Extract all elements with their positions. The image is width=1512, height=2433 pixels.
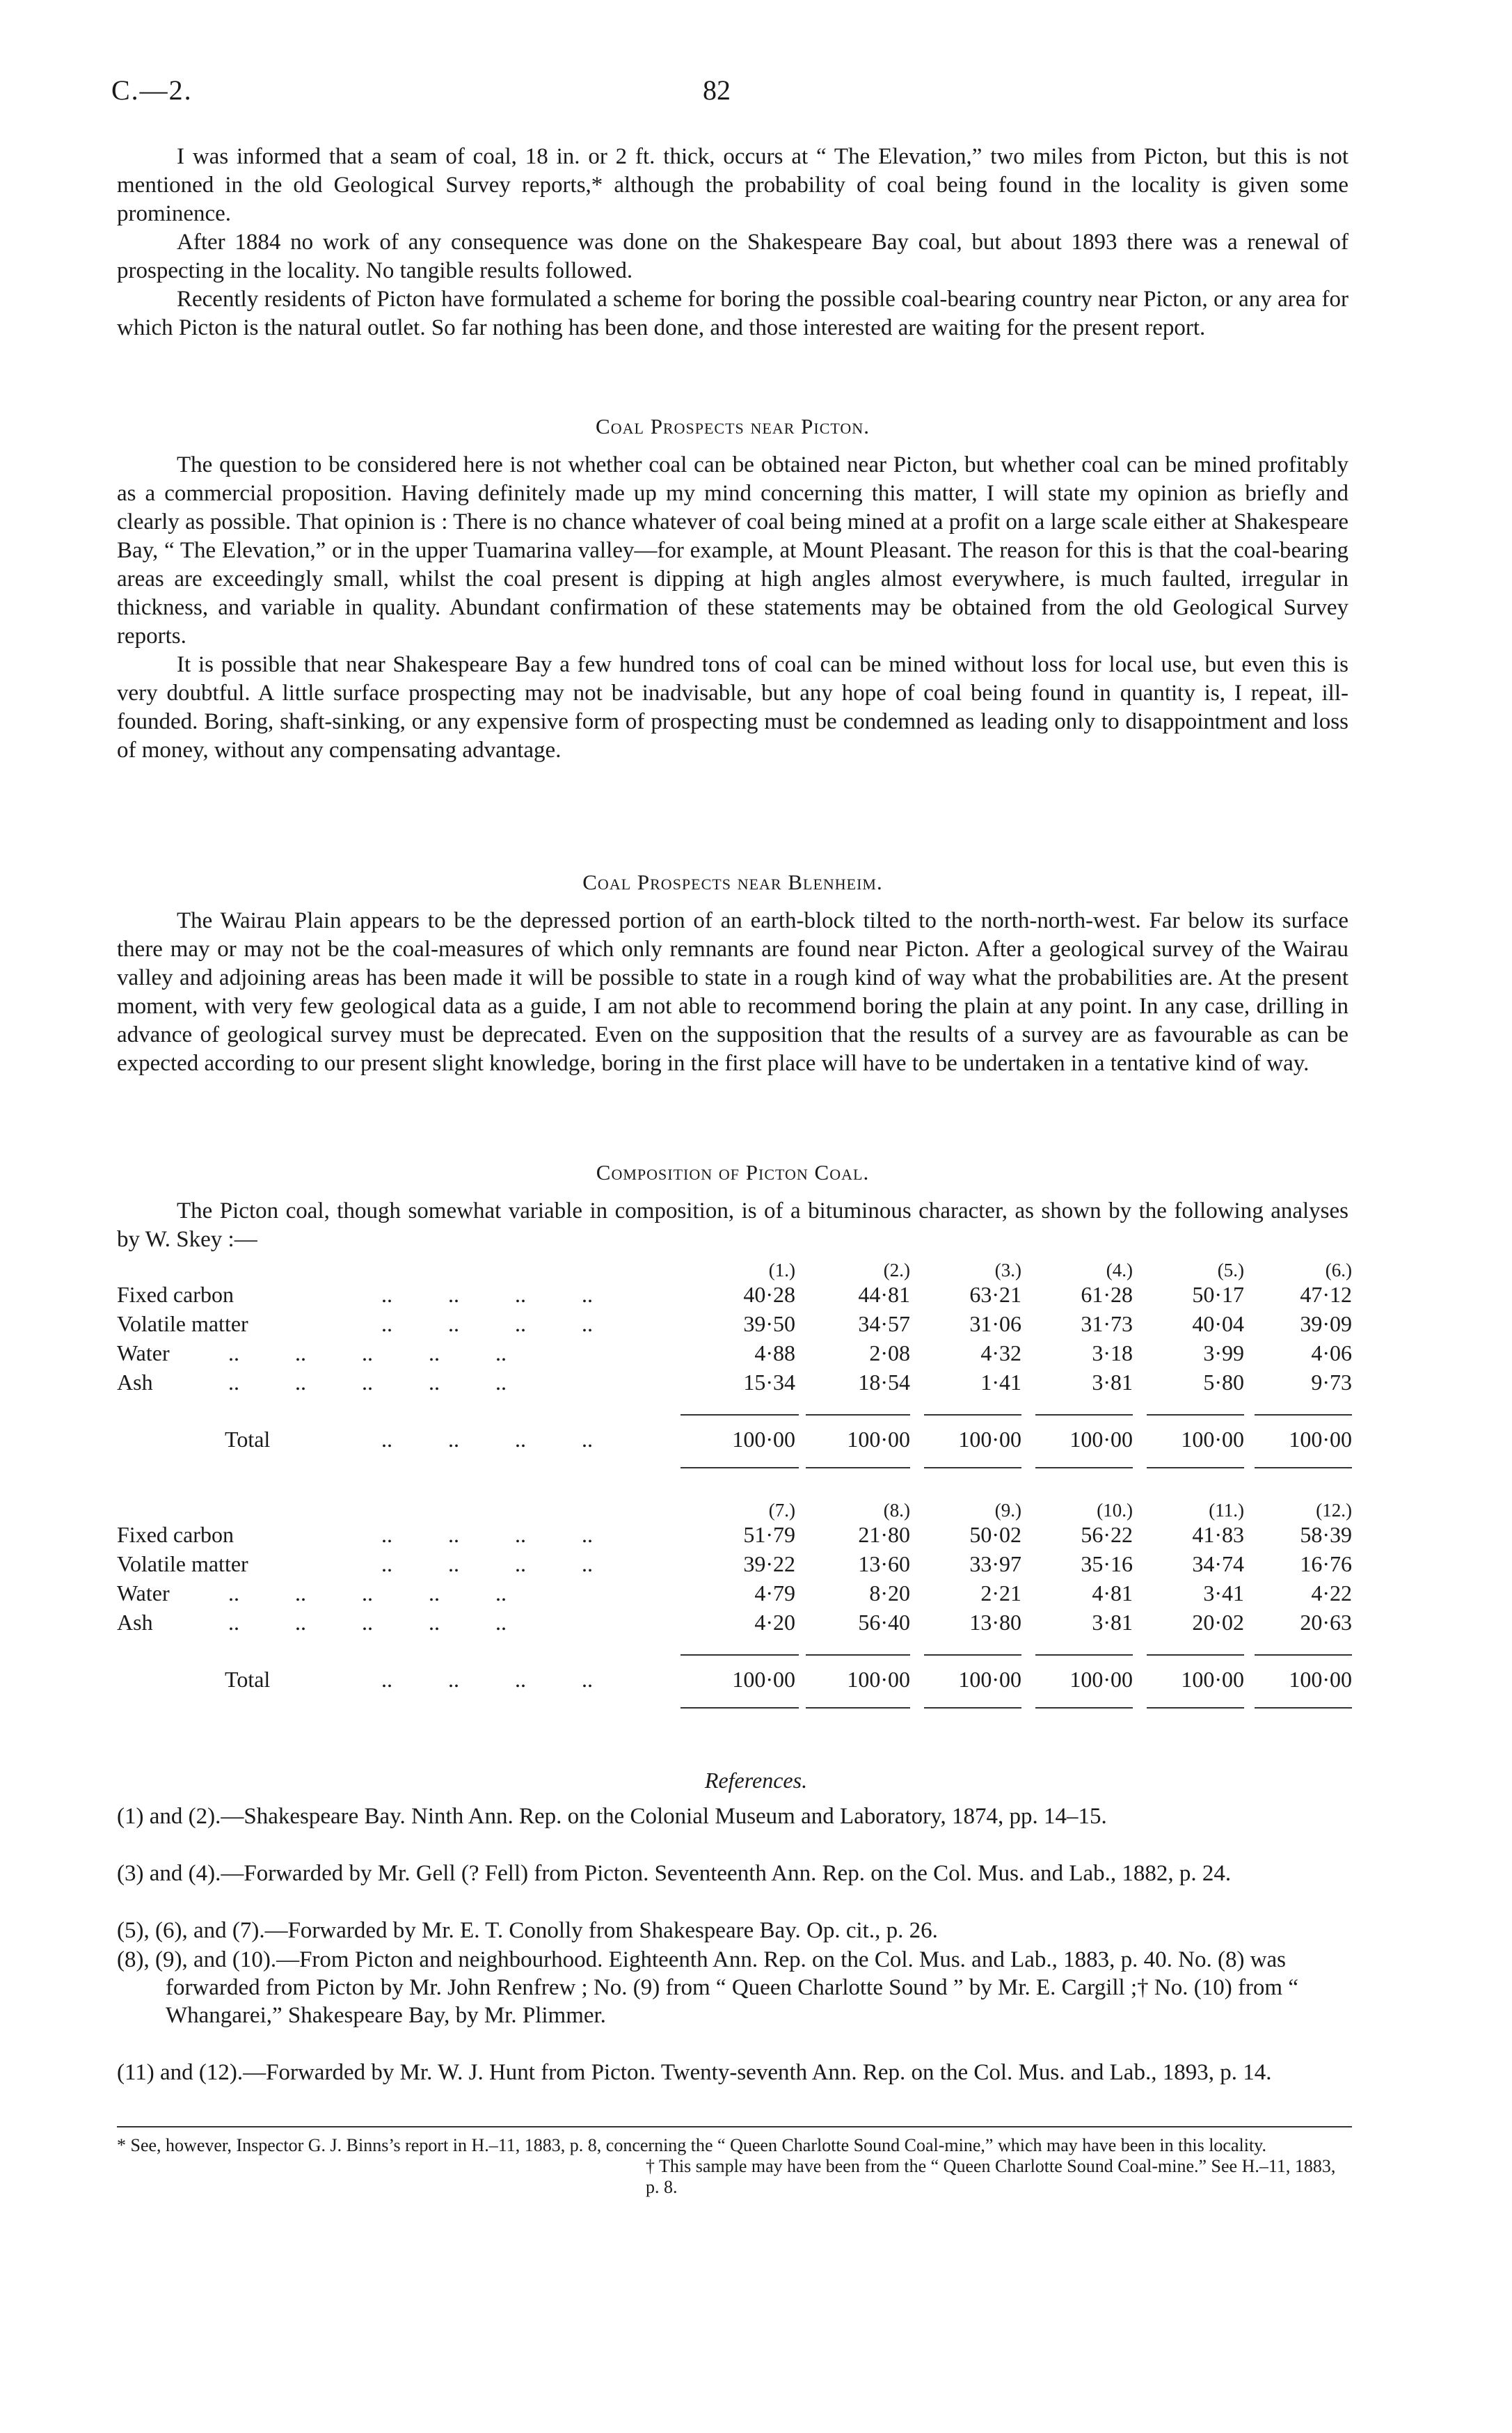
row-label: Water xyxy=(117,1580,170,1606)
references-title: References. xyxy=(704,1768,808,1793)
rule xyxy=(1035,1654,1133,1656)
rule xyxy=(924,1654,1021,1656)
rule xyxy=(924,1707,1021,1709)
table-row xyxy=(117,1282,1352,1311)
table-cell: 4·32 xyxy=(980,1340,1021,1365)
rule xyxy=(1035,1414,1133,1416)
section-heading: Composition of Picton Coal. xyxy=(596,1160,870,1184)
rule xyxy=(806,1707,910,1709)
table-cell: 100·00 xyxy=(1181,1427,1244,1452)
table-cell: 100·00 xyxy=(1289,1427,1352,1452)
table-cell: 3·18 xyxy=(1092,1340,1133,1365)
table-cell: 56·22 xyxy=(1081,1522,1133,1547)
table-cell: 18·54 xyxy=(858,1370,910,1395)
table-cell: 33·97 xyxy=(969,1551,1021,1576)
reference-text: (5), (6), and (7).—Forwarded by Mr. E. T. Conolly from Shakespeare Bay. Op. cit., p. 26. xyxy=(117,1918,938,1943)
reference-text: (8), (9), and (10).—From Picton and neighbourhood. Eighteenth Ann. Rep. on the Col. Mus. and Lab., 1883, p. 40. No. (8) was forwarded from Picton by Mr. John Renfrew ; No. (9) from “ Queen Charlotte Sound ” by Mr. E. Cargill ;† No. (10) from “ Whangarei,” Shakespeare Bay, by Mr. Plimmer. xyxy=(117,1947,1298,2028)
column-header: (6.) xyxy=(1325,1260,1352,1281)
table-cell: 56·40 xyxy=(858,1610,910,1635)
paragraph: The Picton coal, though somewhat variable in composition, is of a bituminous character, as shown by the following analyses by W. Skey :— xyxy=(117,1198,1348,1252)
table-cell: 58·39 xyxy=(1300,1522,1352,1547)
table-cell: 40·04 xyxy=(1192,1311,1244,1336)
table-row xyxy=(117,1580,1352,1610)
rule xyxy=(1255,1707,1352,1709)
table-cell: 8·20 xyxy=(869,1580,910,1606)
rule xyxy=(1147,1467,1244,1468)
table-cell: 100·00 xyxy=(1069,1667,1133,1692)
table-cell: 100·00 xyxy=(958,1667,1021,1692)
table-cell: 44·81 xyxy=(858,1282,910,1307)
table-cell: 100·00 xyxy=(847,1427,910,1452)
table-row xyxy=(117,1340,1352,1370)
rule xyxy=(924,1414,1021,1416)
table-cell: 47·12 xyxy=(1300,1282,1352,1307)
table-cell: 100·00 xyxy=(1289,1667,1352,1692)
rule xyxy=(681,1654,799,1656)
table-cell: 31·06 xyxy=(969,1311,1021,1336)
rule xyxy=(681,1467,799,1468)
rule xyxy=(1255,1414,1352,1416)
table-cell: 31·73 xyxy=(1081,1311,1133,1336)
reference-item xyxy=(117,1802,1348,1830)
table-cell: 1·41 xyxy=(980,1370,1021,1395)
table-cell: 4·22 xyxy=(1311,1580,1352,1606)
table-cell: 3·99 xyxy=(1203,1340,1244,1365)
rule xyxy=(806,1654,910,1656)
reference-item xyxy=(117,1860,1348,1887)
table-row xyxy=(117,1551,1352,1580)
section-heading: Coal Prospects near Picton. xyxy=(596,414,870,438)
column-header: (9.) xyxy=(994,1500,1021,1521)
reference-text: (1) and (2).—Shakespeare Bay. Ninth Ann. Rep. on the Colonial Museum and Laboratory, 1874, pp. 14–15. xyxy=(117,1804,1107,1829)
reference-text: (11) and (12).—Forwarded by Mr. W. J. Hunt from Picton. Twenty-seventh Ann. Rep. on the Col. Mus. and Lab., 1893, p. 14. xyxy=(117,2060,1272,2085)
row-label: Total xyxy=(225,1427,271,1452)
row-label: Volatile matter xyxy=(117,1311,248,1336)
table-cell: 100·00 xyxy=(1181,1667,1244,1692)
column-header: (3.) xyxy=(994,1260,1021,1281)
table-cell: 4·20 xyxy=(754,1610,795,1635)
rule xyxy=(1147,1707,1244,1709)
section-picton xyxy=(117,414,1348,439)
rule xyxy=(681,1414,799,1416)
rule xyxy=(1255,1654,1352,1656)
table-cell: 50·02 xyxy=(969,1522,1021,1547)
section-picton-body xyxy=(117,451,1348,765)
leader-dots: .. .. .. .. .. xyxy=(228,1340,507,1365)
table-cell: 13·80 xyxy=(969,1610,1021,1635)
intro-section xyxy=(117,143,1348,342)
leader-dots: .. .. .. .. xyxy=(326,1667,593,1692)
table-cell: 4·88 xyxy=(754,1340,795,1365)
table-cell: 61·28 xyxy=(1081,1282,1133,1307)
table-cell: 39·09 xyxy=(1300,1311,1352,1336)
analysis-table-2 xyxy=(117,1500,1352,1709)
column-header: (7.) xyxy=(768,1500,795,1521)
section-blenheim xyxy=(117,870,1348,895)
leader-dots: .. .. .. .. xyxy=(326,1282,593,1307)
paragraph: After 1884 no work of any consequence was done on the Shakespeare Bay coal, but about 1893 there was a renewal of prospecting in the locality. No tangible results followed. xyxy=(117,230,1348,283)
rule xyxy=(681,1707,799,1709)
column-header: (8.) xyxy=(883,1500,910,1521)
leader-dots: .. .. .. .. xyxy=(326,1427,593,1452)
table-cell: 13·60 xyxy=(858,1551,910,1576)
rule xyxy=(1147,1414,1244,1416)
total-row xyxy=(117,1667,1352,1696)
table-cell: 100·00 xyxy=(958,1427,1021,1452)
table-cell: 41·83 xyxy=(1192,1522,1244,1547)
table-row xyxy=(117,1311,1352,1340)
table-cell: 3·81 xyxy=(1092,1610,1133,1635)
table-cell: 34·57 xyxy=(858,1311,910,1336)
column-header: (11.) xyxy=(1209,1500,1244,1521)
reference-item xyxy=(117,2059,1348,2086)
table-cell: 20·02 xyxy=(1192,1610,1244,1635)
reference-item xyxy=(117,1917,1348,1944)
reference-text: (3) and (4).—Forwarded by Mr. Gell (? Fell) from Picton. Seventeenth Ann. Rep. on the Col. Mus. and Lab., 1882, p. 24. xyxy=(117,1861,1232,1886)
paragraph: I was informed that a seam of coal, 18 in. or 2 ft. thick, occurs at “ The Elevation,” two miles from Picton, but this is not mentioned in the old Geological Survey reports,* although the probability of coal being found in the locality is given some prominence. xyxy=(117,144,1348,226)
table-cell: 39·22 xyxy=(743,1551,795,1576)
table-row xyxy=(117,1522,1352,1551)
section-composition xyxy=(117,1160,1348,1185)
footnote-star: * See, however, Inspector G. J. Binns’s report in H.–11, 1883, p. 8, concerning the “ Queen Charlotte Sound Coal-mine,” which may have been in this locality. xyxy=(117,2135,1266,2155)
table-row xyxy=(117,1610,1352,1639)
rule xyxy=(924,1467,1021,1468)
table-cell: 5·80 xyxy=(1203,1370,1244,1395)
row-label: Ash xyxy=(117,1370,153,1395)
table-cell: 100·00 xyxy=(732,1667,795,1692)
paragraph: The Wairau Plain appears to be the depressed portion of an earth-block tilted to the north-north-west. Far below its surface there may or may not be the coal-measures of which only remnants are found near Picton. After a geological survey of the Wairau valley and adjoining areas has been made it will be possible to state in a rough kind of way what the probabilities are. At the present moment, with very few geological data as a guide, I am not able to recommend boring the plain at any point. In any case, drilling in advance of geological survey must be deprecated. Even on the supposition that the results of a survey are as favourable as can be expected according to our present slight knowledge, boring in the first place will have to be undertaken in a tentative kind of way. xyxy=(117,908,1348,1076)
leader-dots: .. .. .. .. xyxy=(326,1522,593,1547)
column-header: (2.) xyxy=(883,1260,910,1281)
table-cell: 9·73 xyxy=(1311,1370,1352,1395)
composition-intro xyxy=(117,1197,1348,1254)
leader-dots: .. .. .. .. .. xyxy=(228,1370,507,1395)
rule xyxy=(806,1467,910,1468)
row-label: Fixed carbon xyxy=(117,1522,234,1547)
table-cell: 35·16 xyxy=(1081,1551,1133,1576)
analysis-table-1 xyxy=(117,1260,1352,1468)
row-label: Ash xyxy=(117,1610,153,1635)
column-header: (10.) xyxy=(1097,1500,1133,1521)
table-cell: 39·50 xyxy=(743,1311,795,1336)
table-cell: 100·00 xyxy=(732,1427,795,1452)
series-label: C.—2. xyxy=(111,74,193,106)
total-row xyxy=(117,1427,1352,1456)
table-cell: 2·21 xyxy=(980,1580,1021,1606)
rule xyxy=(1255,1467,1352,1468)
reference-item xyxy=(117,1946,1348,2029)
row-label: Volatile matter xyxy=(117,1551,248,1576)
table-cell: 16·76 xyxy=(1300,1551,1352,1576)
column-header: (4.) xyxy=(1106,1260,1133,1281)
leader-dots: .. .. .. .. xyxy=(326,1551,593,1576)
paragraph: The question to be considered here is not whether coal can be obtained near Picton, but whether coal can be mined profitably as a commercial proposition. Having definitely made up my mind concerning this matter, I will state my opinion as briefly and clearly as possible. That opinion is : There is no chance whatever of coal being mined at a profit on a large scale either at Shakespeare Bay, “ The Elevation,” or in the upper Tuamarina valley—for example, at Mount Pleasant. The reason for this is that the coal-bearing areas are exceedingly small, whilst the coal present is dipping at high angles almost everywhere, is much faulted, irregular in thickness, and variable in quality. Abundant confirmation of these statements may be obtained from the old Geological Survey reports. xyxy=(117,452,1348,649)
rule xyxy=(1035,1707,1133,1709)
paragraph: Recently residents of Picton have formulated a scheme for boring the possible coal-bearing country near Picton, or any area for which Picton is the natural outlet. So far nothing has been done, and those interested are waiting for the present report. xyxy=(117,287,1348,340)
section-heading: Coal Prospects near Blenheim. xyxy=(582,870,883,894)
table-cell: 3·81 xyxy=(1092,1370,1133,1395)
row-label: Fixed carbon xyxy=(117,1282,234,1307)
footnotes xyxy=(117,2135,1352,2198)
table-cell: 4·79 xyxy=(754,1580,795,1606)
rule xyxy=(1147,1654,1244,1656)
table-cell: 2·08 xyxy=(869,1340,910,1365)
footnote-rule xyxy=(117,2126,1352,2127)
table-cell: 100·00 xyxy=(847,1667,910,1692)
table-cell: 4·81 xyxy=(1092,1580,1133,1606)
table-cell: 21·80 xyxy=(858,1522,910,1547)
section-blenheim-body xyxy=(117,907,1348,1078)
leader-dots: .. .. .. .. .. xyxy=(228,1610,507,1635)
table-cell: 4·06 xyxy=(1311,1340,1352,1365)
table-row xyxy=(117,1370,1352,1399)
column-header: (1.) xyxy=(768,1260,795,1281)
rule xyxy=(1035,1467,1133,1468)
table-cell: 15·34 xyxy=(743,1370,795,1395)
table-cell: 40·28 xyxy=(743,1282,795,1307)
rule xyxy=(806,1414,910,1416)
page-number: 82 xyxy=(703,74,731,106)
table-cell: 51·79 xyxy=(743,1522,795,1547)
leader-dots: .. .. .. .. .. xyxy=(228,1580,507,1606)
row-label: Total xyxy=(225,1667,271,1692)
table-cell: 3·41 xyxy=(1203,1580,1244,1606)
paragraph: It is possible that near Shakespeare Bay a few hundred tons of coal can be mined without loss for local use, but even this is very doubtful. A little surface prospecting may not be inadvisable, but any hope of coal being found in quantity is, I repeat, ill-founded. Boring, shaft-sinking, or any expensive form of prospecting must be condemned as leading only to disappointment and loss of money, without any compensating advantage. xyxy=(117,652,1348,763)
table-cell: 100·00 xyxy=(1069,1427,1133,1452)
footnote-dagger: † This sample may have been from the “ Queen Charlotte Sound Coal-mine.” See H.–11, 1883, p. 8. xyxy=(646,2156,1336,2197)
table-cell: 63·21 xyxy=(969,1282,1021,1307)
table-cell: 20·63 xyxy=(1300,1610,1352,1635)
leader-dots: .. .. .. .. xyxy=(326,1311,593,1336)
row-label: Water xyxy=(117,1340,170,1365)
table-cell: 50·17 xyxy=(1192,1282,1244,1307)
table-cell: 34·74 xyxy=(1192,1551,1244,1576)
column-header: (5.) xyxy=(1217,1260,1244,1281)
column-header: (12.) xyxy=(1316,1500,1352,1521)
